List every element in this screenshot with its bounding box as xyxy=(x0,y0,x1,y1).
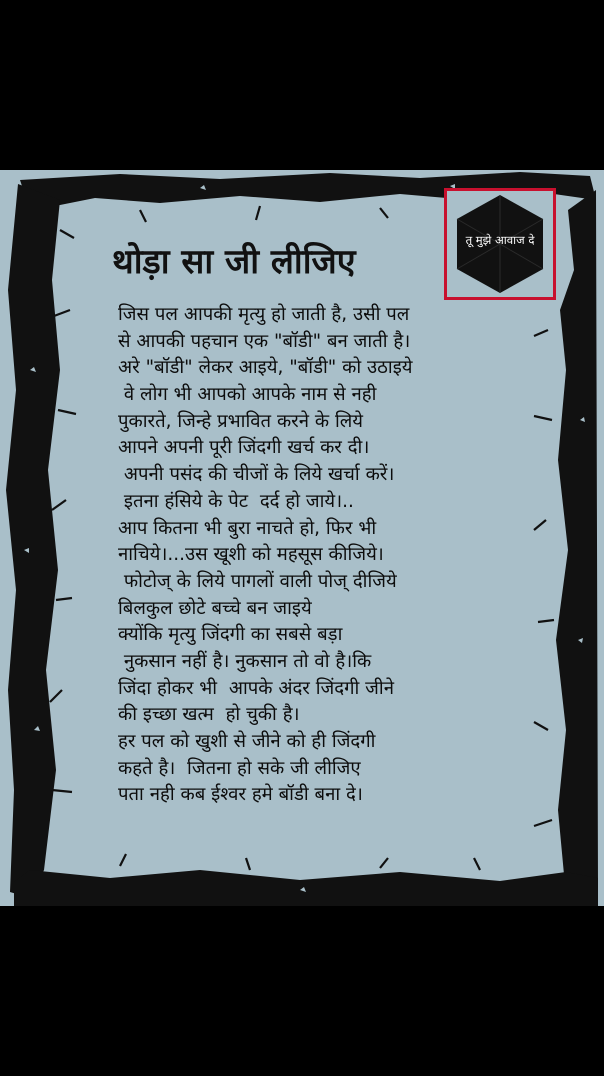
quote-line: आपने अपनी पूरी जिंदगी खर्च कर दी। xyxy=(118,437,370,459)
frame-right xyxy=(556,190,598,896)
quote-line: नाचिये।...उस खूशी को महसूस कीजिये। xyxy=(118,544,384,566)
quote-line: आप कितना भी बुरा नाचते हो, फिर भी xyxy=(118,517,377,539)
quote-title: थोड़ा सा जी लीजिए xyxy=(112,242,356,282)
quote-line: हर पल को खुशी से जीने को ही जिंदगी xyxy=(118,731,376,752)
quote-line: बिलकुल छोटे बच्चे बन जाइये xyxy=(118,597,312,619)
quote-line: इतना हंसिये के पेट दर्द हो जाये।.. xyxy=(118,490,354,512)
quote-line: फोटोज् के लिये पागलों वाली पोज् दीजिये xyxy=(118,570,397,592)
frame-bottom xyxy=(14,870,598,906)
quote-line: नुकसान नहीं है। नुकसान तो वो है।कि xyxy=(118,650,372,672)
brand-logo xyxy=(444,188,556,300)
quote-line: क्योंकि मृत्यु जिंदगी का सबसे बड़ा xyxy=(118,624,343,646)
quote-line: कहते है। जितना हो सके जी लीजिए xyxy=(118,757,361,779)
quote-line: वे लोग भी आपको आपके नाम से नही xyxy=(118,384,377,406)
quote-line: से आपकी पहचान एक "बॉडी" बन जाती है। xyxy=(118,330,411,352)
quote-card xyxy=(0,170,604,906)
quote-line: पता नही कब ईश्वर हमे बॉडी बना दे। xyxy=(118,784,363,806)
logo-text: तू मुझे आवाज दे xyxy=(465,233,535,247)
quote-line: की इच्छा खत्म हो चुकी है। xyxy=(118,704,300,726)
quote-line: जिंदा होकर भी आपके अंदर जिंदगी जीने xyxy=(118,677,394,699)
quote-body xyxy=(118,302,518,809)
quote-line: पुकारते, जिन्हे प्रभावित करने के लिये xyxy=(118,410,364,432)
quote-line: जिस पल आपकी मृत्यु हो जाती है, उसी पल xyxy=(118,304,410,325)
quote-line: अरे "बॉडी" लेकर आइये, "बॉडी" को उठाइये xyxy=(118,357,413,379)
quote-line: अपनी पसंद की चीजों के लिये खर्चा करें। xyxy=(118,464,395,486)
frame-left xyxy=(6,184,60,898)
